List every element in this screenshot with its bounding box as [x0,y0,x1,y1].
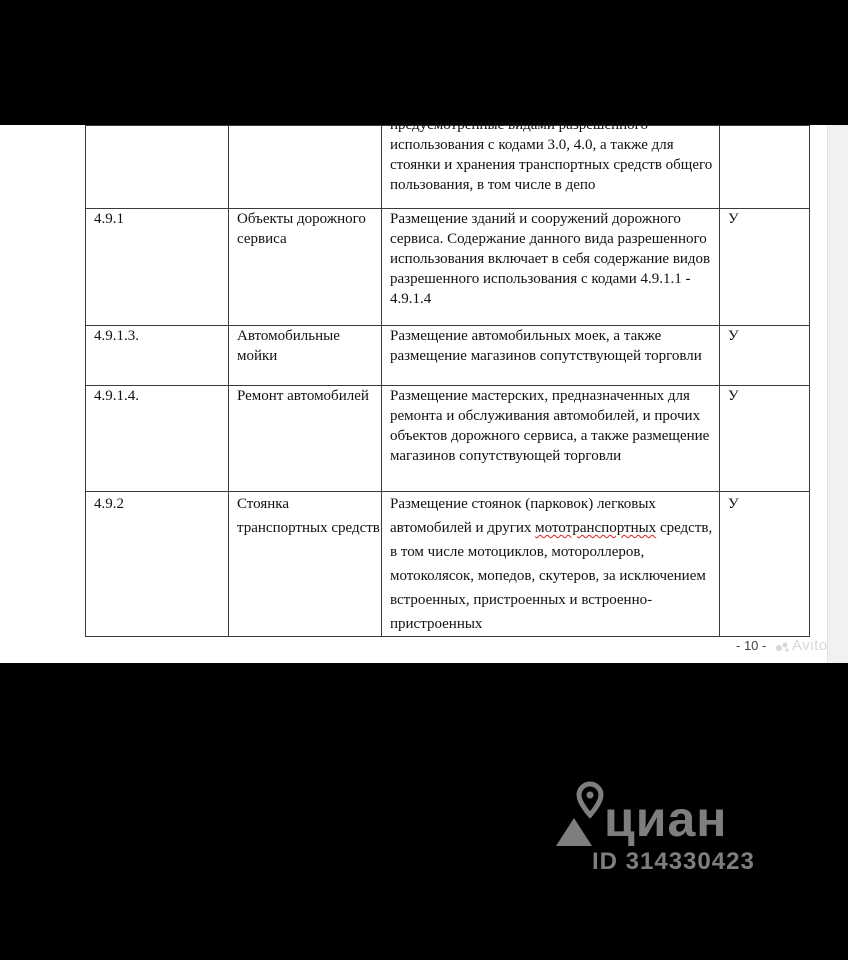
description-text: средств, в том числе мотоциклов, мотороллеров, мотоколясок, мопедов, скутеров, за исключением встроенных, пристроенных и встроенно-пристроенных [390,520,713,632]
cian-watermark [552,780,792,880]
code-cell: 4.9.2 [86,492,229,637]
description-text: использования с кодами 3.0, 4.0, а также для стоянки и хранения транспортных средств общего пользования, в том числе в депо [390,137,713,193]
zone-cell: У [720,326,810,386]
zone-cell: У [720,209,810,326]
name-cell: Автомобильные мойки [229,326,382,386]
page-edge [827,125,848,663]
description-cell: Размещение автомобильных моек, а также размещение магазинов сопутствующей торговли [382,326,720,386]
code-cell: 4.9.1.4. [86,386,229,492]
name-cell: Ремонт автомобилей [229,386,382,492]
land-use-table [85,117,810,637]
table-row [86,126,810,209]
description-cell [382,117,720,209]
table-row [86,326,810,386]
zone-cell: У [720,492,810,637]
code-cell: 4.9.1 [86,209,229,326]
spellcheck-flagged-word: мототранспортных [535,520,657,536]
cian-logo-text: циан [604,791,728,847]
cut-off-text-line: предусмотренные видами разрешенного [390,117,648,133]
name-cell: Объекты дорожного сервиса [229,209,382,326]
code-cell: 4.9.1.3. [86,326,229,386]
page-number: - 10 - [736,638,767,653]
table-row [86,492,810,637]
cian-logo-icon [552,780,612,850]
zone-cell [720,126,810,209]
avito-logo-icon [776,642,790,652]
table-row [86,386,810,492]
description-cell: Размещение зданий и сооружений дорожного сервиса. Содержание данного вида разрешенного использования включает в себя содержание видов разрешенного использования с кодами 4.9.1.1 - 4.9.1.4 [382,209,720,326]
name-cell: Стоянка транспортных средств [229,492,382,637]
description-cell: Размещение мастерских, предназначенных для ремонта и обслуживания автомобилей, и прочих объектов дорожного сервиса, а также размещение магазинов сопутствующей торговли [382,386,720,492]
cian-listing-id: ID 314330423 [592,848,755,875]
zone-cell: У [720,386,810,492]
code-cell [86,126,229,209]
description-text: Размещение стоянок (парковок) легковых автомобилей и других [390,496,656,536]
document-page [0,117,848,663]
name-cell [229,126,382,209]
description-cell [382,492,720,637]
table-row [86,209,810,326]
avito-watermark: Avito [792,637,828,654]
